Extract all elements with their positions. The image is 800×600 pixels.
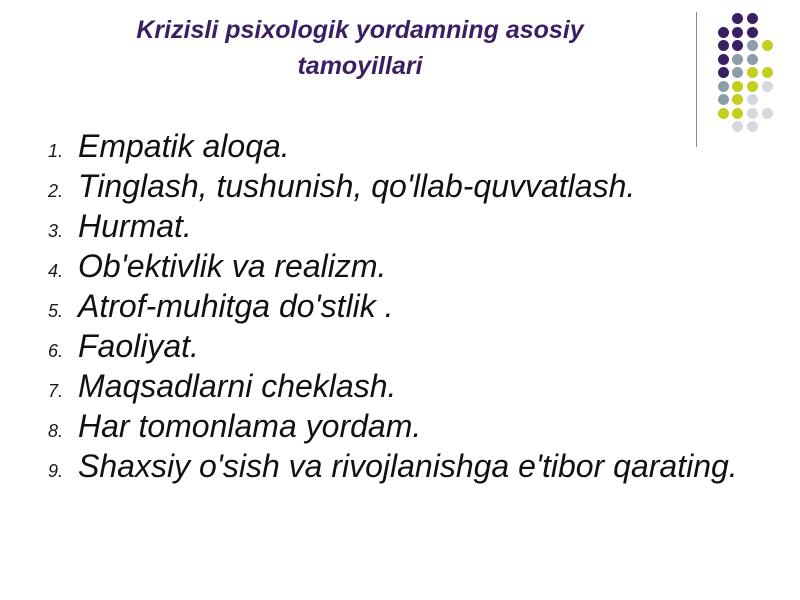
decorative-dot (718, 108, 729, 119)
principles-list (48, 126, 768, 486)
decorative-dot (718, 67, 729, 78)
list-item (48, 446, 768, 486)
decorative-dot (718, 54, 729, 65)
decorative-dot (762, 108, 773, 119)
decorative-dot (718, 81, 729, 92)
list-item (48, 406, 768, 446)
list-item-text: Har tomonlama yordam. (78, 408, 422, 444)
decorative-dot (718, 27, 729, 38)
slide-title (80, 12, 640, 84)
list-item (48, 206, 768, 246)
list-item-number: 5. (48, 301, 64, 321)
list-item (48, 286, 768, 326)
decorative-dot (747, 94, 758, 105)
list-item-text: Faoliyat. (78, 328, 199, 364)
decorative-dot (762, 81, 773, 92)
list-item (48, 126, 768, 166)
decorative-dot (747, 108, 758, 119)
list-item-number: 9. (48, 461, 64, 481)
decorative-dot (718, 40, 729, 51)
list-item (48, 366, 768, 406)
decorative-dot (747, 40, 758, 51)
list-item-text: Shaxsiy o'sish va rivojlanishga e'tibor qarating. (78, 448, 738, 484)
list-item-number: 7. (48, 381, 64, 401)
decorative-dot (747, 27, 758, 38)
decorative-dot (747, 13, 758, 24)
list-item-text: Atrof-muhitga do'stlik . (78, 288, 394, 324)
decorative-dot (732, 67, 743, 78)
decorative-dot (732, 27, 743, 38)
list-item-text: Maqsadlarni cheklash. (78, 368, 397, 404)
list-item (48, 166, 768, 206)
decorative-dot (718, 94, 729, 105)
list-item-number: 1. (48, 141, 64, 161)
list-item-text: Tinglash, tushunish, qo'llab-quvvatlash. (78, 168, 636, 204)
list-item-text: Ob'ektivlik va realizm. (78, 248, 387, 284)
list-item (48, 246, 768, 286)
decorative-dot (732, 108, 743, 119)
list-item-text: Empatik aloqa. (78, 128, 290, 164)
list-item-number: 4. (48, 261, 64, 281)
list-item-text: Hurmat. (78, 208, 192, 244)
list-item-number: 8. (48, 421, 64, 441)
decorative-dot (732, 81, 743, 92)
decorative-dot (732, 40, 743, 51)
decorative-dot (762, 67, 773, 78)
decorative-dot (747, 67, 758, 78)
decorative-dot (732, 13, 743, 24)
slide-title-line-2: tamoyillari (297, 52, 423, 80)
decorative-dot (747, 81, 758, 92)
list-item-number: 2. (48, 181, 64, 201)
slide-title-line-1: Krizisli psixologik yordamning asosiy (136, 16, 584, 44)
decorative-dot (732, 54, 743, 65)
decorative-dot (732, 94, 743, 105)
list-item-number: 3. (48, 221, 64, 241)
decorative-dot (762, 40, 773, 51)
decorative-dot (747, 54, 758, 65)
list-item-number: 6. (48, 341, 64, 361)
list-item (48, 326, 768, 366)
